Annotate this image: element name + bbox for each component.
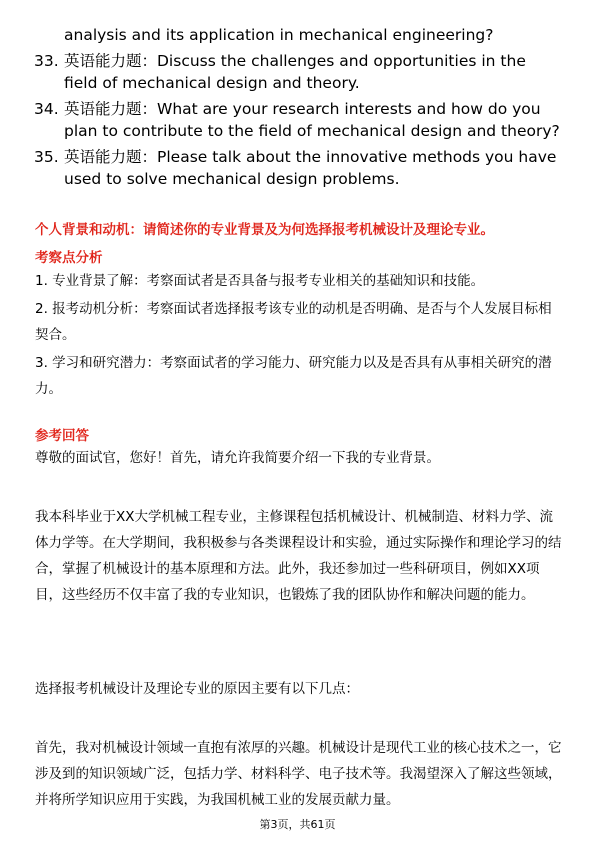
- question-text: 英语能力题：What are your research interests and how do you plan to contribute to the field of mechanical design and theory?: [64, 100, 560, 140]
- question-continuation: analysis and its application in mechanical engineering?: [64, 26, 494, 44]
- page-number: 第3页，共61页: [259, 818, 336, 831]
- answer-paragraph: 尊敬的面试官，您好！首先，请允许我简要介绍一下我的专业背景。: [35, 450, 440, 466]
- question-item: [34, 50, 564, 94]
- question-number: 35.: [34, 148, 59, 166]
- analysis-point: 3. 学习和研究潜力：考察面试者的学习能力、研究能力以及是否具有从事相关研究的潜力。: [35, 355, 552, 397]
- question-text: 英语能力题：Please talk about the innovative methods you have used to solve mechanical design problems.: [64, 148, 557, 188]
- answer-heading: 参考回答: [35, 428, 89, 444]
- question-number: 34.: [34, 100, 59, 118]
- question-text: 英语能力题：Discuss the challenges and opportunities in the field of mechanical design and theory.: [64, 52, 526, 92]
- question-item: [34, 146, 564, 190]
- question-number: 33.: [34, 52, 59, 70]
- section-title: 个人背景和动机：请简述你的专业背景及为何选择报考机械设计及理论专业。: [35, 222, 494, 238]
- analysis-point: 2. 报考动机分析：考察面试者选择报考该专业的动机是否明确、是否与个人发展目标相契合。: [35, 301, 552, 343]
- answer-paragraph: 首先，我对机械设计领域一直抱有浓厚的兴趣。机械设计是现代工业的核心技术之一，它涉及到的知识领域广泛，包括力学、材料科学、电子技术等。我渴望深入了解这些领域，并将所学知识应用于实践，为我国机械工业的发展贡献力量。: [35, 740, 562, 808]
- analysis-heading: 考察点分析: [35, 250, 103, 266]
- answer-paragraph: 选择报考机械设计及理论专业的原因主要有以下几点：: [35, 681, 359, 697]
- analysis-point: 1. 专业背景了解：考察面试者是否具备与报考专业相关的基础知识和技能。: [35, 273, 485, 289]
- answer-paragraph: 我本科毕业于XX大学机械工程专业，主修课程包括机械设计、机械制造、材料力学、流体力学等。在大学期间，我积极参与各类课程设计和实验，通过实际操作和理论学习的结合，掌握了机械设计的基本原理和方法。此外，我还参加过一些科研项目，例如XX项目，这些经历不仅丰富了我的专业知识，也锻炼了我的团队协作和解决问题的能力。: [35, 509, 562, 603]
- question-item: [34, 98, 564, 142]
- question-list: [34, 24, 564, 194]
